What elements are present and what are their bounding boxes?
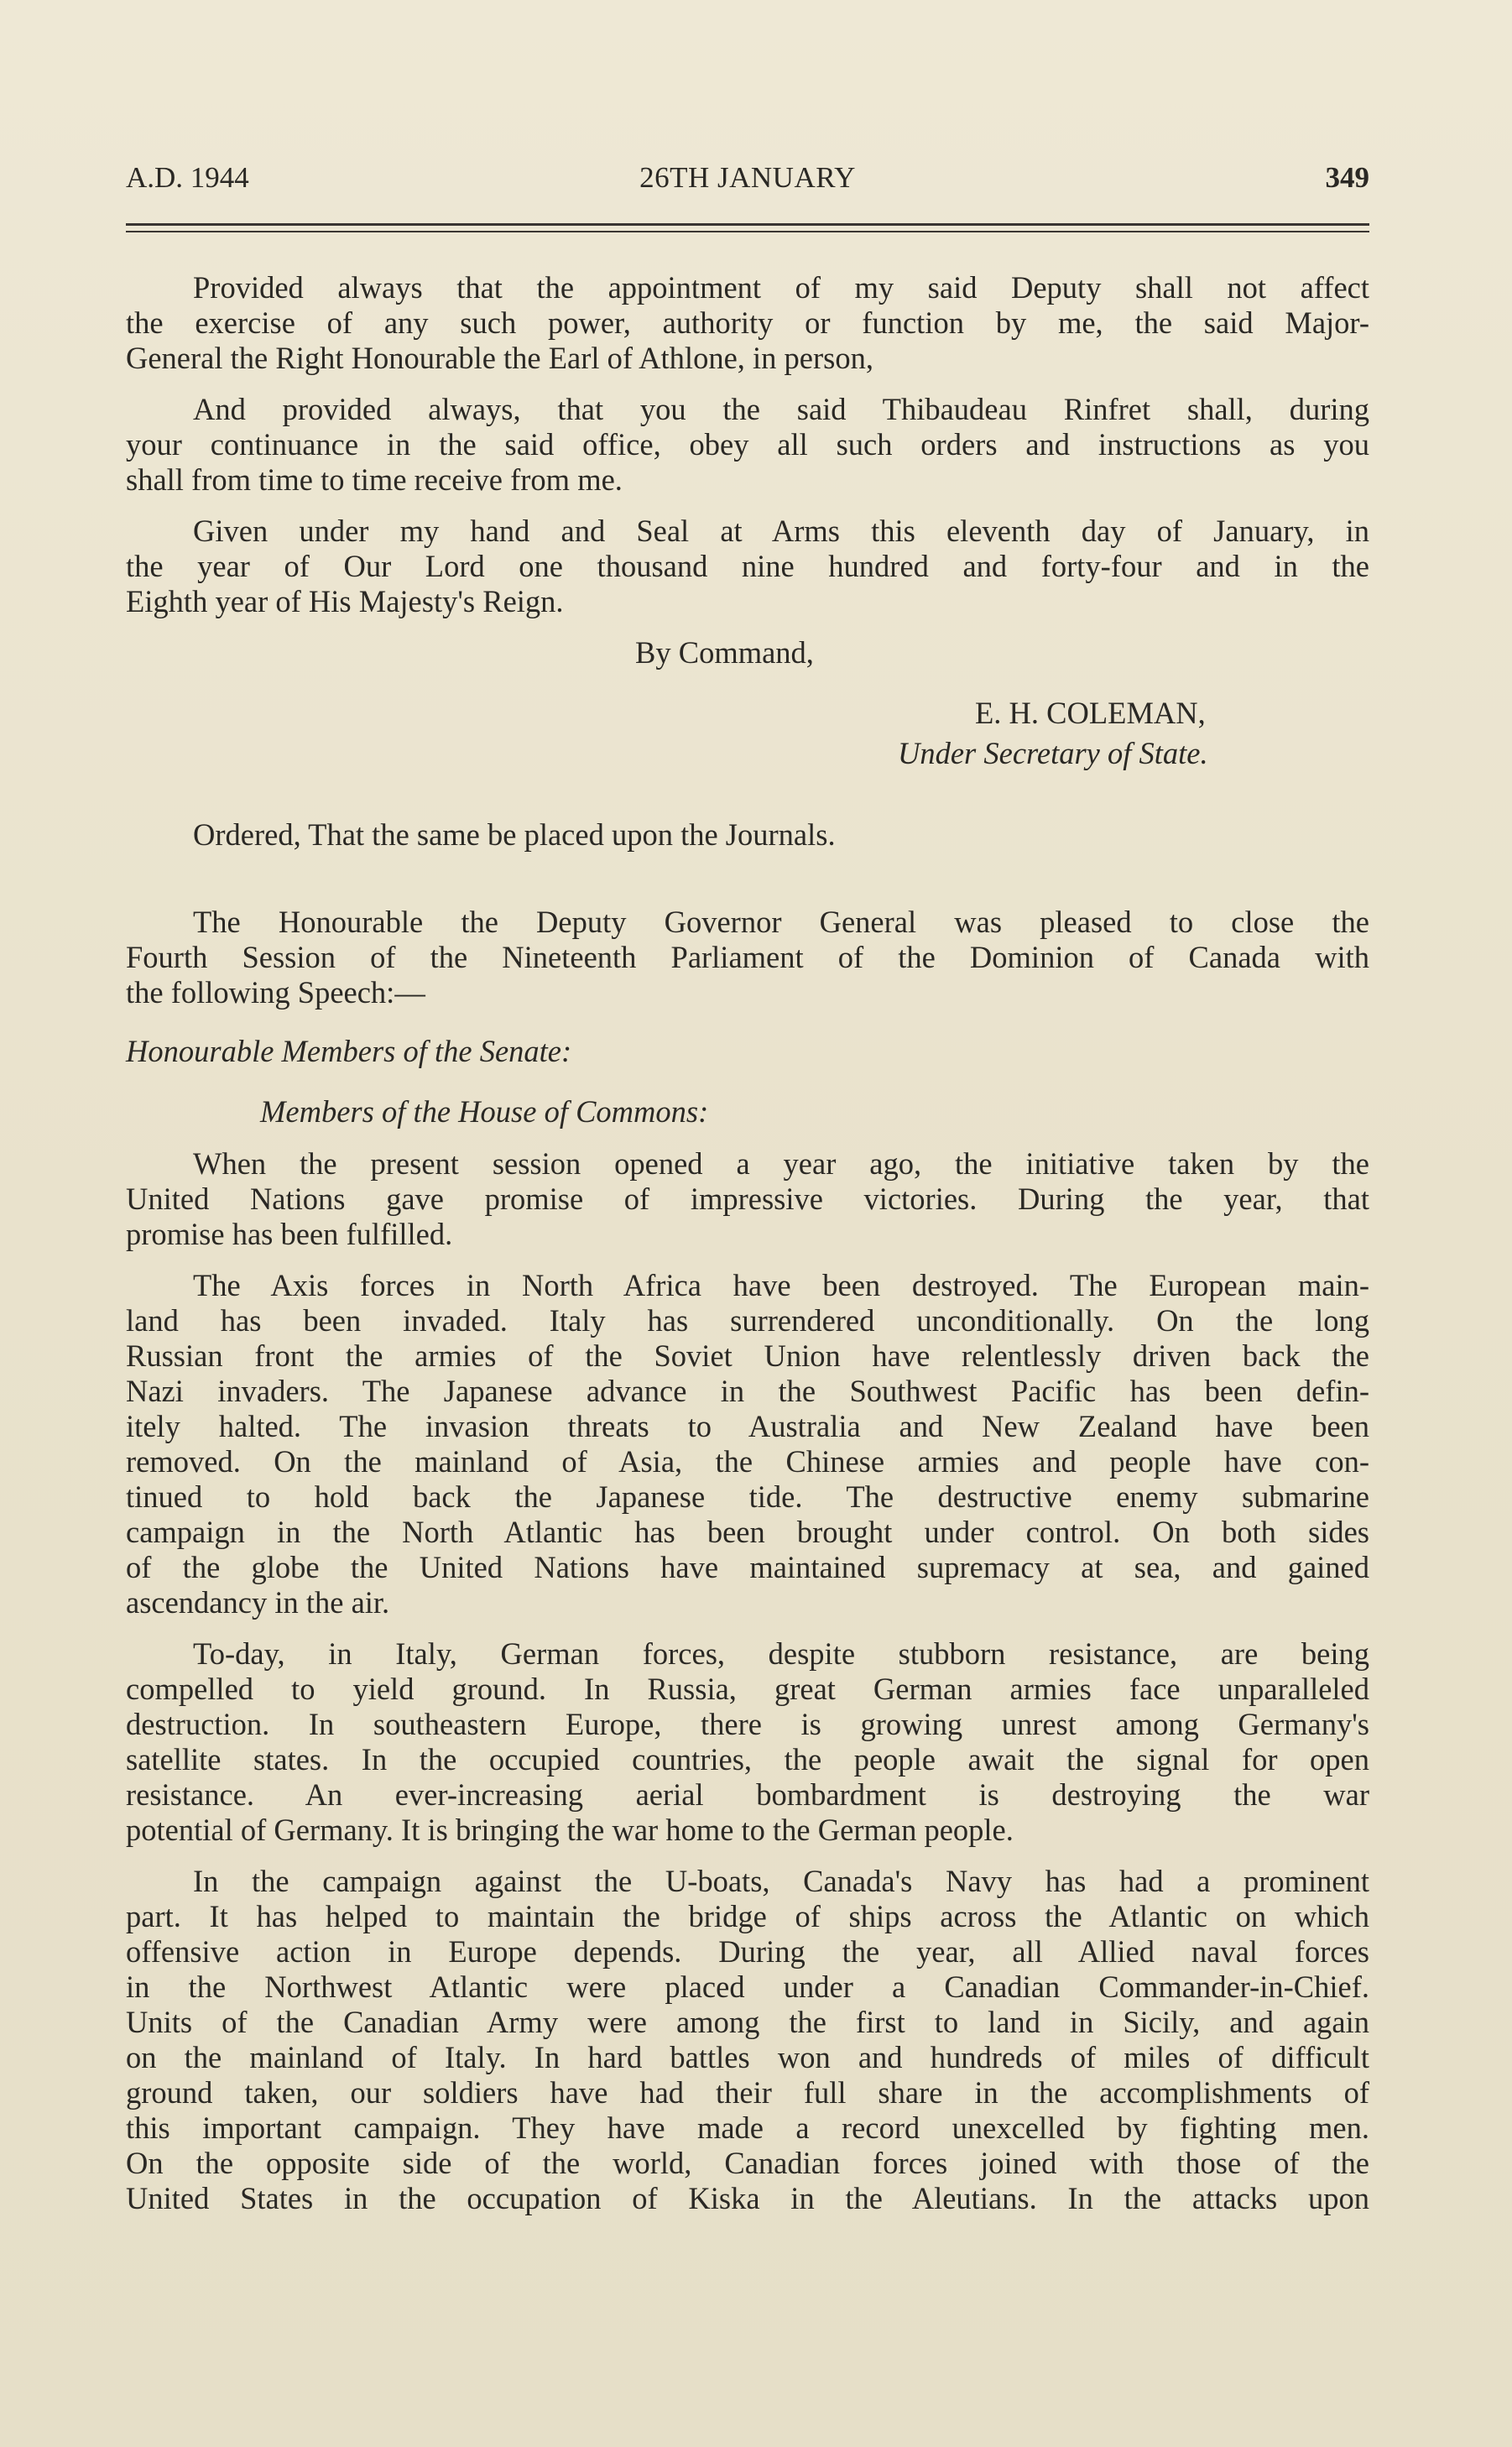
text-line: the following Speech:— [126,975,425,1010]
text-line: On the opposite side of the world, Canadian forces joined with those of the [126,2146,1369,2180]
text-line: tinued to hold back the Japanese tide. The destructive enemy submarine [126,1479,1369,1514]
header-year: A.D. 1944 [126,161,249,194]
text-line: your continuance in the said office, obey all such orders and instructions as you [126,427,1369,462]
text-line: itely halted. The invasion threats to Australia and New Zealand have been [126,1409,1369,1443]
header-rule-top [126,223,1369,226]
text-line: promise has been fulfilled. [126,1217,453,1251]
paragraph-given-under-hand [126,514,1369,619]
by-command-line: By Command, [635,635,814,670]
paragraph-u-boats [126,1864,1369,2216]
text-line: Provided always that the appointment of my said Deputy shall not affect [193,270,1369,305]
ordered-line: Ordered, That the same be placed upon the Journals. [193,817,836,852]
text-line: satellite states. In the occupied countries, the people await the signal for open [126,1742,1369,1777]
text-line: the year of Our Lord one thousand nine hundred and forty-four and in the [126,549,1369,583]
text-line: of the globe the United Nations have maintained supremacy at sea, and gained [126,1550,1369,1584]
text-line: Fourth Session of the Nineteenth Parliament of the Dominion of Canada with [126,940,1369,974]
text-line: The Axis forces in North Africa have been destroyed. The European main- [193,1268,1369,1302]
page-number: 349 [1325,161,1369,194]
salutation-commons: Members of the House of Commons: [260,1094,709,1129]
text-line: destruction. In southeastern Europe, there is growing unrest among Germany's [126,1707,1369,1741]
text-line: To-day, in Italy, German forces, despite stubborn resistance, are being [193,1636,1369,1671]
text-line: ground taken, our soldiers have had their full share in the accomplishments of [126,2075,1369,2110]
text-line: Units of the Canadian Army were among the first to land in Sicily, and again [126,2005,1369,2039]
text-line: campaign in the North Atlantic has been brought under control. On both sides [126,1515,1369,1549]
text-line: offensive action in Europe depends. During the year, all Allied naval forces [126,1934,1369,1969]
text-line: part. It has helped to maintain the bridge of ships across the Atlantic on which [126,1899,1369,1933]
paragraph-axis-forces [126,1268,1369,1620]
document-body [126,270,1369,2232]
text-line: potential of Germany. It is bringing the war home to the German people. [126,1813,1014,1847]
text-line: When the present session opened a year ago, the initiative taken by the [193,1146,1369,1181]
text-line: In the campaign against the U-boats, Canada's Navy has had a prominent [193,1864,1369,1898]
paragraph-provided-rinfret [126,392,1369,498]
text-line: United States in the occupation of Kiska in the Aleutians. In the attacks upon [126,2181,1369,2215]
text-line: land has been invaded. Italy has surrendered unconditionally. On the long [126,1303,1369,1338]
salutation-senate: Honourable Members of the Senate: [126,1034,572,1068]
header-date: 26TH JANUARY [639,161,856,194]
paragraph-to-day-italy [126,1636,1369,1848]
text-line: removed. On the mainland of Asia, the Chinese armies and people have con- [126,1444,1369,1479]
paragraph-speech-intro [126,905,1369,1010]
text-line: Given under my hand and Seal at Arms this eleventh day of January, in [193,514,1369,548]
text-line: Eighth year of His Majesty's Reign. [126,584,564,618]
text-line: resistance. An ever-increasing aerial bombardment is destroying the war [126,1777,1369,1812]
paragraph-session-opened [126,1146,1369,1252]
text-line: in the Northwest Atlantic were placed under a Canadian Commander-in-Chief. [126,1970,1369,2004]
text-line: ascendancy in the air. [126,1585,390,1620]
text-line: And provided always, that you the said Thibaudeau Rinfret shall, during [193,392,1369,426]
signer-title: Under Secretary of State. [898,736,1208,770]
paragraph-provided-deputy [126,270,1369,376]
text-line: Russian front the armies of the Soviet Union have relentlessly driven back the [126,1338,1369,1373]
signer-name: E. H. COLEMAN, [975,696,1206,730]
text-line: compelled to yield ground. In Russia, great German armies face unparalleled [126,1672,1369,1706]
text-line: shall from time to time receive from me. [126,462,623,497]
running-header [126,161,1369,203]
text-line: the exercise of any such power, authority or function by me, the said Major- [126,305,1369,340]
text-line: this important campaign. They have made a record unexcelled by fighting men. [126,2110,1369,2145]
text-line: on the mainland of Italy. In hard battles won and hundreds of miles of difficult [126,2040,1369,2074]
text-line: General the Right Honourable the Earl of Athlone, in person, [126,341,873,375]
text-line: Nazi invaders. The Japanese advance in the Southwest Pacific has been defin- [126,1374,1369,1408]
text-line: United Nations gave promise of impressive victories. During the year, that [126,1182,1369,1216]
text-line: The Honourable the Deputy Governor General was pleased to close the [193,905,1369,939]
header-rule-bottom [126,231,1369,232]
